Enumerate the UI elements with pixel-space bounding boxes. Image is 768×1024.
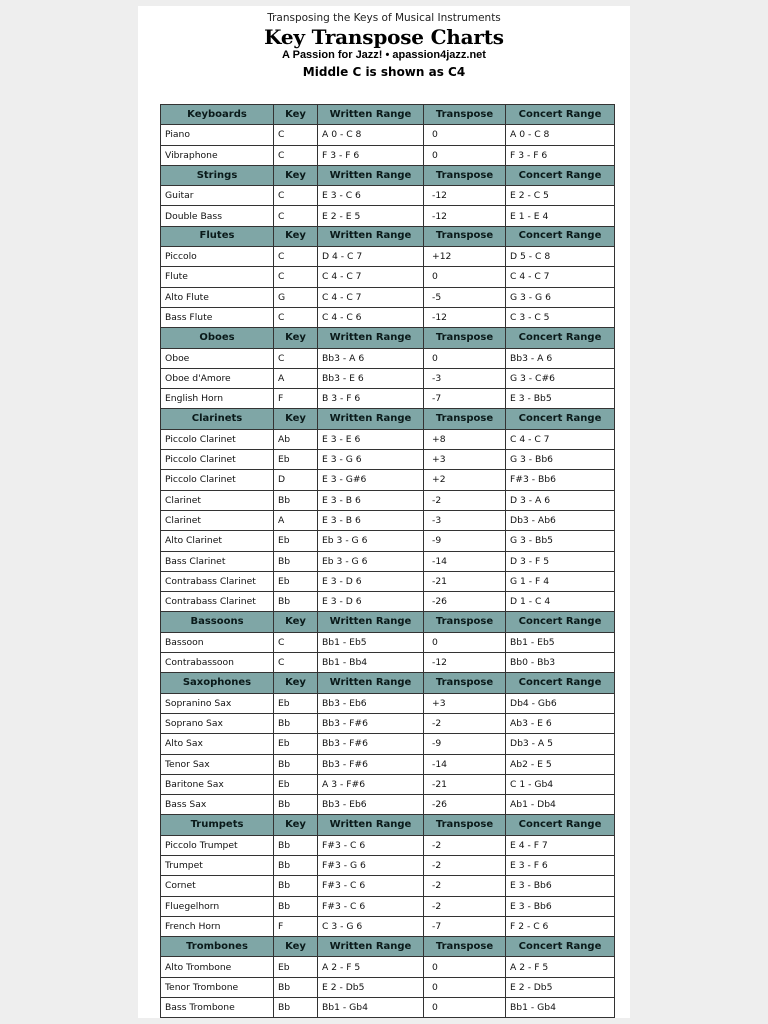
table-row <box>161 998 615 1018</box>
concert-range-cell: A 0 - C 8 <box>506 125 615 145</box>
instrument-cell: Bass Sax <box>161 795 274 815</box>
transpose-chart-body <box>161 105 615 1018</box>
written-range-cell: E 2 - E 5 <box>318 206 424 226</box>
concert-range-cell: D 1 - C 4 <box>506 592 615 612</box>
column-header: Concert Range <box>506 409 615 429</box>
written-range-cell: F 3 - F 6 <box>318 145 424 165</box>
concert-range-cell: G 3 - Bb5 <box>506 531 615 551</box>
table-row <box>161 713 615 733</box>
transpose-cell: +2 <box>424 470 506 490</box>
instrument-cell: Piccolo Clarinet <box>161 429 274 449</box>
concert-range-cell: E 3 - Bb5 <box>506 389 615 409</box>
table-row <box>161 754 615 774</box>
table-row <box>161 734 615 754</box>
instrument-cell: Soprano Sax <box>161 713 274 733</box>
key-cell: Bb <box>274 490 318 510</box>
document-tagline: A Passion for Jazz! • apassion4jazz.net <box>282 49 486 61</box>
written-range-cell: E 3 - C 6 <box>318 186 424 206</box>
table-row <box>161 429 615 449</box>
column-header: Concert Range <box>506 937 615 957</box>
concert-range-cell: E 3 - Bb6 <box>506 876 615 896</box>
written-range-cell: Bb1 - Bb4 <box>318 653 424 673</box>
written-range-cell: C 4 - C 7 <box>318 287 424 307</box>
key-cell: Bb <box>274 754 318 774</box>
concert-range-cell: G 3 - Bb6 <box>506 450 615 470</box>
transpose-cell: 0 <box>424 998 506 1018</box>
column-header: Transpose <box>424 673 506 693</box>
table-row <box>161 470 615 490</box>
column-header: Key <box>274 328 318 348</box>
concert-range-cell: Ab3 - E 6 <box>506 713 615 733</box>
concert-range-cell: F#3 - Bb6 <box>506 470 615 490</box>
column-header: Written Range <box>318 226 424 246</box>
written-range-cell: Eb 3 - G 6 <box>318 551 424 571</box>
instrument-cell: Contrabass Clarinet <box>161 592 274 612</box>
instrument-cell: French Horn <box>161 916 274 936</box>
concert-range-cell: E 4 - F 7 <box>506 835 615 855</box>
instrument-cell: Piano <box>161 125 274 145</box>
table-row <box>161 490 615 510</box>
instrument-cell: Alto Trombone <box>161 957 274 977</box>
section-header-row <box>161 165 615 185</box>
concert-range-cell: E 2 - C 5 <box>506 186 615 206</box>
transpose-cell: -21 <box>424 774 506 794</box>
instrument-cell: Cornet <box>161 876 274 896</box>
key-cell: Bb <box>274 998 318 1018</box>
written-range-cell: A 0 - C 8 <box>318 125 424 145</box>
table-row <box>161 632 615 652</box>
transpose-cell: -26 <box>424 795 506 815</box>
instrument-cell: Tenor Trombone <box>161 977 274 997</box>
column-header: Concert Range <box>506 226 615 246</box>
transpose-cell: -26 <box>424 592 506 612</box>
column-header: Written Range <box>318 409 424 429</box>
table-row <box>161 876 615 896</box>
key-cell: C <box>274 145 318 165</box>
written-range-cell: C 4 - C 6 <box>318 307 424 327</box>
instrument-cell: Alto Clarinet <box>161 531 274 551</box>
key-cell: Eb <box>274 693 318 713</box>
written-range-cell: E 3 - E 6 <box>318 429 424 449</box>
column-header: Key <box>274 612 318 632</box>
key-cell: C <box>274 247 318 267</box>
instrument-cell: Oboe <box>161 348 274 368</box>
concert-range-cell: G 1 - F 4 <box>506 571 615 591</box>
transpose-cell: 0 <box>424 267 506 287</box>
transpose-cell: -21 <box>424 571 506 591</box>
column-header: Transpose <box>424 937 506 957</box>
key-cell: Bb <box>274 551 318 571</box>
key-cell: C <box>274 125 318 145</box>
key-cell: G <box>274 287 318 307</box>
concert-range-cell: G 3 - C#6 <box>506 368 615 388</box>
written-range-cell: A 2 - F 5 <box>318 957 424 977</box>
written-range-cell: Bb3 - Eb6 <box>318 795 424 815</box>
concert-range-cell: D 3 - A 6 <box>506 490 615 510</box>
table-row <box>161 957 615 977</box>
transpose-cell: -12 <box>424 206 506 226</box>
concert-range-cell: C 1 - Gb4 <box>506 774 615 794</box>
column-header: Written Range <box>318 673 424 693</box>
table-row <box>161 795 615 815</box>
transpose-cell: -2 <box>424 855 506 875</box>
column-header: Concert Range <box>506 328 615 348</box>
transpose-cell: +8 <box>424 429 506 449</box>
table-row <box>161 916 615 936</box>
instrument-cell: Sopranino Sax <box>161 693 274 713</box>
table-row <box>161 145 615 165</box>
transpose-cell: -2 <box>424 713 506 733</box>
transpose-cell: -14 <box>424 754 506 774</box>
key-cell: Eb <box>274 774 318 794</box>
instrument-cell: Flute <box>161 267 274 287</box>
written-range-cell: Bb3 - E 6 <box>318 368 424 388</box>
document-page <box>138 6 630 1018</box>
section-name: Keyboards <box>161 105 274 125</box>
section-header-row <box>161 815 615 835</box>
transpose-cell: -2 <box>424 490 506 510</box>
section-name: Strings <box>161 165 274 185</box>
transpose-cell: 0 <box>424 125 506 145</box>
instrument-cell: Bass Clarinet <box>161 551 274 571</box>
key-cell: F <box>274 389 318 409</box>
column-header: Key <box>274 815 318 835</box>
column-header: Written Range <box>318 105 424 125</box>
column-header: Written Range <box>318 328 424 348</box>
table-row <box>161 653 615 673</box>
section-name: Flutes <box>161 226 274 246</box>
written-range-cell: E 3 - G#6 <box>318 470 424 490</box>
concert-range-cell: F 3 - F 6 <box>506 145 615 165</box>
table-row <box>161 186 615 206</box>
transpose-cell: -9 <box>424 531 506 551</box>
concert-range-cell: Bb1 - Gb4 <box>506 998 615 1018</box>
instrument-cell: Clarinet <box>161 490 274 510</box>
instrument-cell: English Horn <box>161 389 274 409</box>
written-range-cell: C 4 - C 7 <box>318 267 424 287</box>
table-row <box>161 592 615 612</box>
written-range-cell: Bb3 - F#6 <box>318 754 424 774</box>
transpose-cell: -7 <box>424 389 506 409</box>
key-cell: C <box>274 632 318 652</box>
column-header: Transpose <box>424 328 506 348</box>
table-row <box>161 348 615 368</box>
concert-range-cell: Bb1 - Eb5 <box>506 632 615 652</box>
written-range-cell: Bb3 - A 6 <box>318 348 424 368</box>
concert-range-cell: Db4 - Gb6 <box>506 693 615 713</box>
written-range-cell: F#3 - C 6 <box>318 835 424 855</box>
column-header: Key <box>274 105 318 125</box>
concert-range-cell: F 2 - C 6 <box>506 916 615 936</box>
transpose-cell: +3 <box>424 450 506 470</box>
written-range-cell: F#3 - C 6 <box>318 876 424 896</box>
instrument-cell: Oboe d'Amore <box>161 368 274 388</box>
instrument-cell: Contrabass Clarinet <box>161 571 274 591</box>
key-cell: A <box>274 510 318 530</box>
transpose-cell: -3 <box>424 368 506 388</box>
concert-range-cell: D 3 - F 5 <box>506 551 615 571</box>
concert-range-cell: Ab1 - Db4 <box>506 795 615 815</box>
column-header: Concert Range <box>506 815 615 835</box>
key-cell: C <box>274 307 318 327</box>
instrument-cell: Bass Trombone <box>161 998 274 1018</box>
section-name: Trumpets <box>161 815 274 835</box>
written-range-cell: E 3 - G 6 <box>318 450 424 470</box>
written-range-cell: A 3 - F#6 <box>318 774 424 794</box>
table-row <box>161 307 615 327</box>
instrument-cell: Alto Sax <box>161 734 274 754</box>
column-header: Concert Range <box>506 673 615 693</box>
written-range-cell: F#3 - C 6 <box>318 896 424 916</box>
instrument-cell: Vibraphone <box>161 145 274 165</box>
instrument-cell: Piccolo <box>161 247 274 267</box>
written-range-cell: Bb1 - Eb5 <box>318 632 424 652</box>
concert-range-cell: C 4 - C 7 <box>506 267 615 287</box>
transpose-cell: -12 <box>424 653 506 673</box>
key-cell: D <box>274 470 318 490</box>
middle-c-note: Middle C is shown as C4 <box>302 65 466 79</box>
written-range-cell: Bb3 - F#6 <box>318 713 424 733</box>
key-cell: Eb <box>274 531 318 551</box>
concert-range-cell: E 3 - Bb6 <box>506 896 615 916</box>
key-cell: Bb <box>274 592 318 612</box>
concert-range-cell: C 3 - C 5 <box>506 307 615 327</box>
concert-range-cell: Bb0 - Bb3 <box>506 653 615 673</box>
instrument-cell: Clarinet <box>161 510 274 530</box>
column-header: Transpose <box>424 165 506 185</box>
instrument-cell: Tenor Sax <box>161 754 274 774</box>
concert-range-cell: E 1 - E 4 <box>506 206 615 226</box>
column-header: Key <box>274 165 318 185</box>
instrument-cell: Alto Flute <box>161 287 274 307</box>
column-header: Transpose <box>424 815 506 835</box>
key-cell: C <box>274 348 318 368</box>
concert-range-cell: Db3 - Ab6 <box>506 510 615 530</box>
instrument-cell: Contrabassoon <box>161 653 274 673</box>
concert-range-cell: D 5 - C 8 <box>506 247 615 267</box>
table-row <box>161 977 615 997</box>
transpose-cell: -2 <box>424 835 506 855</box>
key-cell: Bb <box>274 795 318 815</box>
concert-range-cell: Db3 - A 5 <box>506 734 615 754</box>
transpose-cell: 0 <box>424 977 506 997</box>
transpose-cell: +3 <box>424 693 506 713</box>
transpose-cell: -14 <box>424 551 506 571</box>
column-header: Written Range <box>318 165 424 185</box>
column-header: Written Range <box>318 937 424 957</box>
transpose-cell: 0 <box>424 348 506 368</box>
table-row <box>161 287 615 307</box>
key-cell: Bb <box>274 835 318 855</box>
table-row <box>161 531 615 551</box>
instrument-cell: Guitar <box>161 186 274 206</box>
column-header: Key <box>274 937 318 957</box>
key-cell: Eb <box>274 571 318 591</box>
section-header-row <box>161 937 615 957</box>
concert-range-cell: C 4 - C 7 <box>506 429 615 449</box>
concert-range-cell: E 3 - F 6 <box>506 855 615 875</box>
section-name: Saxophones <box>161 673 274 693</box>
key-cell: C <box>274 653 318 673</box>
written-range-cell: E 3 - D 6 <box>318 571 424 591</box>
written-range-cell: E 3 - D 6 <box>318 592 424 612</box>
concert-range-cell: Ab2 - E 5 <box>506 754 615 774</box>
section-name: Clarinets <box>161 409 274 429</box>
instrument-cell: Double Bass <box>161 206 274 226</box>
key-cell: Bb <box>274 713 318 733</box>
document-title: Key Transpose Charts <box>264 25 504 49</box>
key-cell: Bb <box>274 896 318 916</box>
key-cell: C <box>274 267 318 287</box>
key-cell: F <box>274 916 318 936</box>
transpose-chart-table <box>160 104 615 1018</box>
instrument-cell: Piccolo Clarinet <box>161 470 274 490</box>
instrument-cell: Bass Flute <box>161 307 274 327</box>
table-row <box>161 855 615 875</box>
concert-range-cell: E 2 - Db5 <box>506 977 615 997</box>
section-name: Trombones <box>161 937 274 957</box>
key-cell: C <box>274 186 318 206</box>
column-header: Transpose <box>424 612 506 632</box>
section-header-row <box>161 226 615 246</box>
written-range-cell: Bb3 - F#6 <box>318 734 424 754</box>
transpose-cell: -3 <box>424 510 506 530</box>
written-range-cell: Eb 3 - G 6 <box>318 531 424 551</box>
table-row <box>161 835 615 855</box>
transpose-cell: -5 <box>424 287 506 307</box>
transpose-cell: -2 <box>424 876 506 896</box>
key-cell: Eb <box>274 734 318 754</box>
column-header: Key <box>274 409 318 429</box>
column-header: Written Range <box>318 815 424 835</box>
transpose-cell: +12 <box>424 247 506 267</box>
transpose-cell: -7 <box>424 916 506 936</box>
instrument-cell: Baritone Sax <box>161 774 274 794</box>
section-header-row <box>161 105 615 125</box>
table-row <box>161 368 615 388</box>
written-range-cell: C 3 - G 6 <box>318 916 424 936</box>
section-header-row <box>161 612 615 632</box>
column-header: Transpose <box>424 105 506 125</box>
column-header: Key <box>274 226 318 246</box>
section-header-row <box>161 328 615 348</box>
transpose-cell: -2 <box>424 896 506 916</box>
section-name: Oboes <box>161 328 274 348</box>
column-header: Transpose <box>424 409 506 429</box>
concert-range-cell: Bb3 - A 6 <box>506 348 615 368</box>
table-row <box>161 571 615 591</box>
instrument-cell: Trumpet <box>161 855 274 875</box>
key-cell: Bb <box>274 977 318 997</box>
section-name: Bassoons <box>161 612 274 632</box>
key-cell: Ab <box>274 429 318 449</box>
table-row <box>161 510 615 530</box>
written-range-cell: B 3 - F 6 <box>318 389 424 409</box>
transpose-cell: -12 <box>424 186 506 206</box>
column-header: Concert Range <box>506 105 615 125</box>
key-cell: Eb <box>274 957 318 977</box>
column-header: Written Range <box>318 612 424 632</box>
key-cell: A <box>274 368 318 388</box>
table-row <box>161 450 615 470</box>
table-row <box>161 774 615 794</box>
document-subtitle: Transposing the Keys of Musical Instruments <box>267 12 501 24</box>
written-range-cell: E 3 - B 6 <box>318 510 424 530</box>
instrument-cell: Piccolo Trumpet <box>161 835 274 855</box>
table-row <box>161 267 615 287</box>
key-cell: Eb <box>274 450 318 470</box>
key-cell: Bb <box>274 855 318 875</box>
key-cell: C <box>274 206 318 226</box>
transpose-cell: -9 <box>424 734 506 754</box>
column-header: Transpose <box>424 226 506 246</box>
table-row <box>161 206 615 226</box>
key-cell: Bb <box>274 876 318 896</box>
written-range-cell: F#3 - G 6 <box>318 855 424 875</box>
table-row <box>161 896 615 916</box>
column-header: Key <box>274 673 318 693</box>
table-row <box>161 389 615 409</box>
written-range-cell: Bb1 - Gb4 <box>318 998 424 1018</box>
transpose-cell: 0 <box>424 632 506 652</box>
table-row <box>161 125 615 145</box>
instrument-cell: Fluegelhorn <box>161 896 274 916</box>
section-header-row <box>161 673 615 693</box>
instrument-cell: Bassoon <box>161 632 274 652</box>
table-row <box>161 551 615 571</box>
transpose-cell: 0 <box>424 145 506 165</box>
written-range-cell: Bb3 - Eb6 <box>318 693 424 713</box>
column-header: Concert Range <box>506 612 615 632</box>
written-range-cell: E 3 - B 6 <box>318 490 424 510</box>
written-range-cell: D 4 - C 7 <box>318 247 424 267</box>
column-header: Concert Range <box>506 165 615 185</box>
table-row <box>161 693 615 713</box>
table-row <box>161 247 615 267</box>
transpose-cell: -12 <box>424 307 506 327</box>
concert-range-cell: A 2 - F 5 <box>506 957 615 977</box>
section-header-row <box>161 409 615 429</box>
transpose-cell: 0 <box>424 957 506 977</box>
instrument-cell: Piccolo Clarinet <box>161 450 274 470</box>
written-range-cell: E 2 - Db5 <box>318 977 424 997</box>
concert-range-cell: G 3 - G 6 <box>506 287 615 307</box>
